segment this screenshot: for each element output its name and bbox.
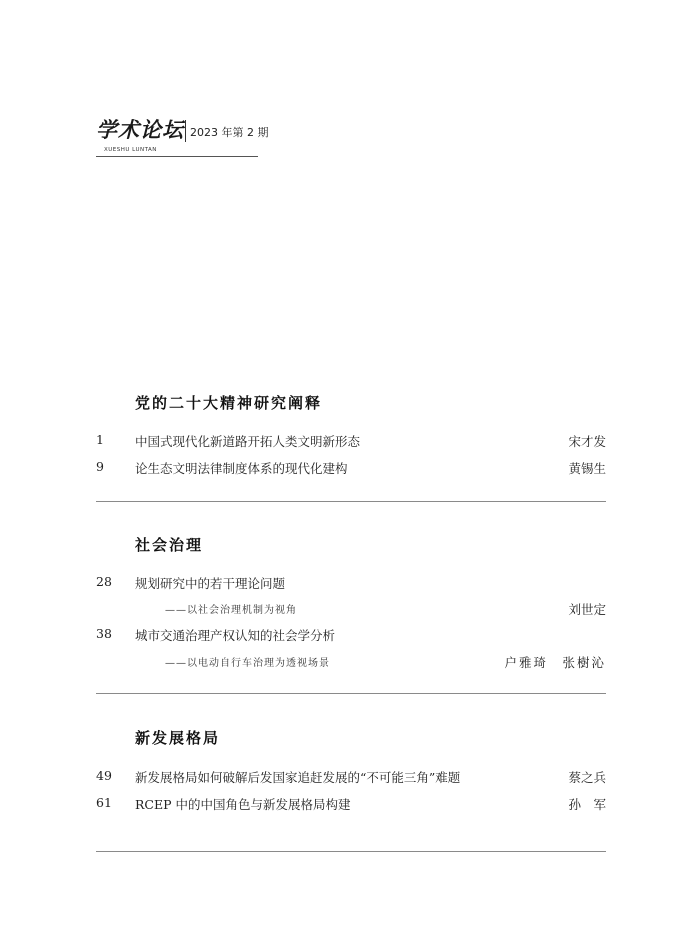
section-title: 社会治理	[135, 536, 204, 554]
entry-title[interactable]: 新发展格局如何破解后发国家追赶发展的“不可能三角”难题	[135, 770, 461, 785]
entry-title[interactable]: 城市交通治理产权认知的社会学分析	[135, 628, 336, 643]
masthead-rule	[96, 156, 258, 157]
entry-subtitle: ——以社会治理机制为视角	[165, 605, 297, 616]
entry-page-number: 38	[96, 626, 112, 641]
masthead-divider	[185, 120, 186, 142]
entry-subtitle: ——以电动自行车治理为透视场景	[165, 658, 330, 669]
entry-page-number: 28	[96, 574, 112, 589]
journal-pinyin: XUESHU LUNTAN	[104, 147, 157, 153]
entry-page-number: 1	[96, 432, 104, 447]
issue-label: 2023 年第 2 期	[190, 126, 269, 139]
section-title: 新发展格局	[135, 729, 221, 747]
entry-author: 蔡之兵	[568, 770, 606, 785]
masthead	[96, 117, 269, 160]
entry-author: 黄锡生	[568, 461, 606, 476]
entry-title[interactable]: 规划研究中的若干理论问题	[135, 576, 286, 591]
entry-author: 孙 军	[568, 797, 606, 812]
section-divider	[96, 501, 606, 502]
entry-title[interactable]: 论生态文明法律制度体系的现代化建构	[135, 461, 348, 476]
entry-author: 宋才发	[568, 434, 606, 449]
journal-logo: 学术论坛	[96, 117, 184, 142]
entry-title[interactable]: 中国式现代化新道路开拓人类文明新形态	[135, 434, 361, 449]
entry-page-number: 61	[96, 795, 112, 810]
section-divider	[96, 851, 606, 852]
entry-author: 户雅琦 张樹沁	[504, 655, 606, 670]
entry-author: 刘世定	[568, 602, 606, 617]
entry-title[interactable]: RCEP 中的中国角色与新发展格局构建	[135, 797, 351, 812]
section-divider	[96, 693, 606, 694]
entry-page-number: 49	[96, 768, 112, 783]
entry-page-number: 9	[96, 459, 104, 474]
section-title: 党的二十大精神研究阐释	[135, 394, 323, 412]
